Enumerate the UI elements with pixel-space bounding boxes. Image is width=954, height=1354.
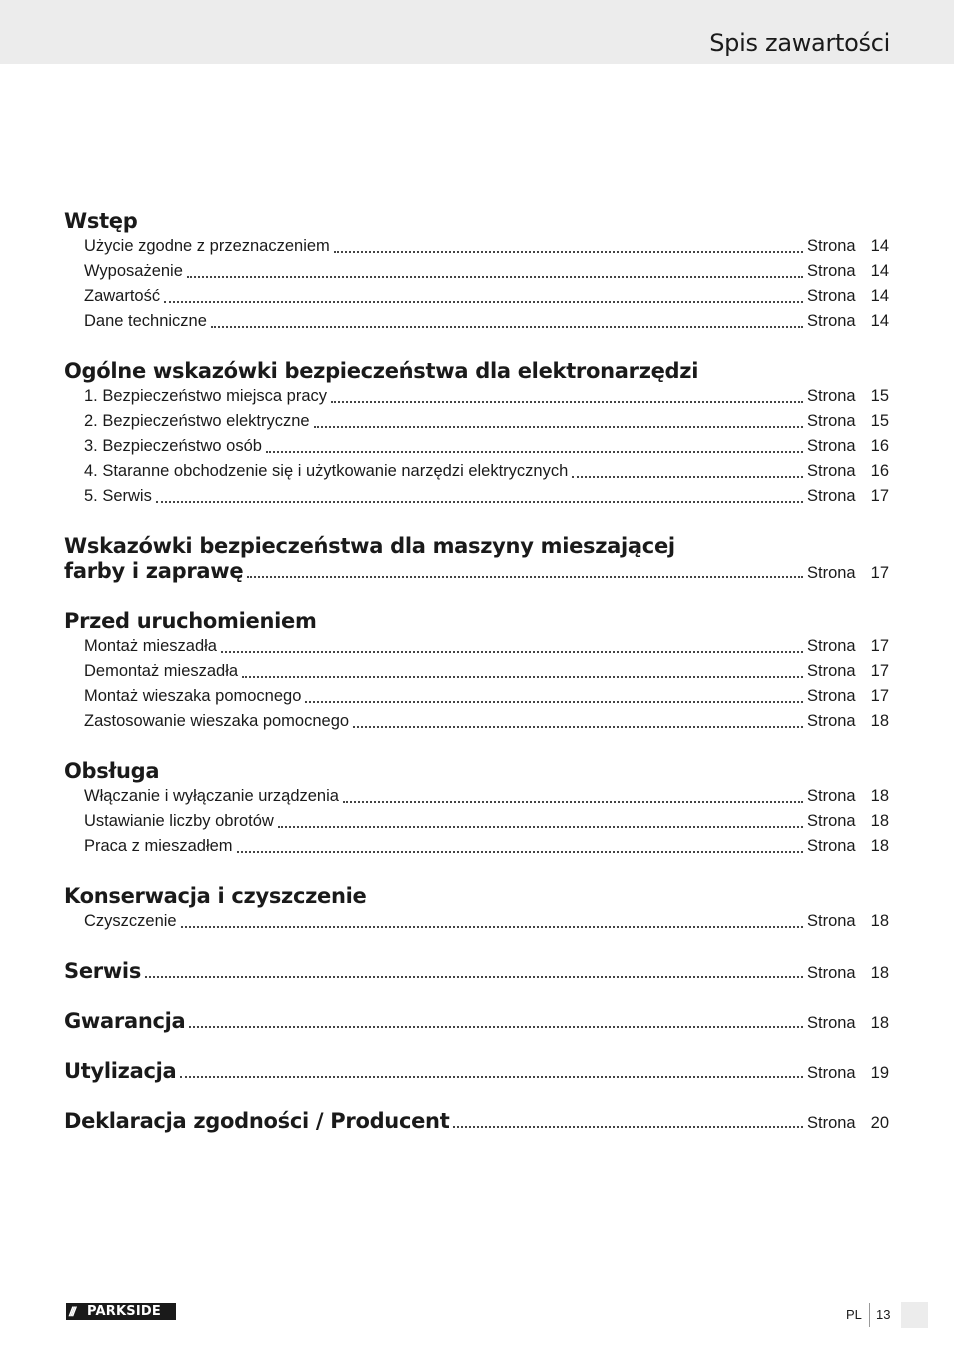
toc-entry[interactable] <box>64 284 889 309</box>
toc-section <box>64 209 889 334</box>
logo-brand: PARKSIDE <box>87 1304 161 1319</box>
dot-leader <box>145 976 803 978</box>
page-number: 15 <box>870 412 889 430</box>
dot-leader <box>572 476 803 478</box>
page-prefix: Strona <box>807 812 856 830</box>
entry-label: 4. Staranne obchodzenie się i użytkowanie narzędzi elektrycznych <box>84 462 569 480</box>
page-title: Spis zawartości <box>709 29 890 57</box>
toc-section <box>64 359 889 509</box>
table-of-contents <box>64 209 889 1159</box>
dot-leader <box>334 251 803 253</box>
toc-section <box>64 1059 889 1084</box>
toc-section <box>64 609 889 734</box>
page-prefix: Strona <box>807 312 856 330</box>
entry-label: Utylizacja <box>64 1059 177 1083</box>
footer-divider <box>869 1303 870 1327</box>
toc-heading-entry[interactable] <box>64 559 889 584</box>
page-number: 18 <box>870 812 889 830</box>
page-prefix: Strona <box>807 912 856 930</box>
dot-leader <box>237 851 803 853</box>
toc-entry[interactable] <box>64 659 889 684</box>
dot-leader <box>343 801 803 803</box>
entry-label: Wyposażenie <box>84 262 183 280</box>
page-number: 17 <box>870 687 889 705</box>
toc-entry[interactable] <box>64 259 889 284</box>
toc-heading-entry[interactable] <box>64 1059 889 1084</box>
dot-leader <box>156 501 803 503</box>
entry-label: Demontaż mieszadła <box>84 662 239 680</box>
entry-label: Serwis <box>64 959 142 983</box>
dot-leader <box>247 576 803 578</box>
page-number: 20 <box>870 1114 889 1132</box>
page-prefix: Strona <box>807 637 856 655</box>
dot-leader <box>331 401 803 403</box>
page-number: 19 <box>870 1064 889 1082</box>
entry-label: 1. Bezpieczeństwo miejsca pracy <box>84 387 328 405</box>
dot-leader <box>221 651 803 653</box>
page-number: 16 <box>870 462 889 480</box>
toc-entry[interactable] <box>64 309 889 334</box>
page-prefix: Strona <box>807 787 856 805</box>
page-prefix: Strona <box>807 412 856 430</box>
dot-leader <box>180 1076 803 1078</box>
page-prefix: Strona <box>807 1064 856 1082</box>
page-number: 15 <box>870 387 889 405</box>
toc-heading-entry[interactable] <box>64 1109 889 1134</box>
page-number: 18 <box>870 837 889 855</box>
page-prefix: Strona <box>807 687 856 705</box>
entry-label: Włączanie i wyłączanie urządzenia <box>84 787 339 805</box>
page-number: 14 <box>870 237 889 255</box>
toc-heading-entry[interactable] <box>64 959 889 984</box>
dot-leader <box>453 1126 803 1128</box>
dot-leader <box>314 426 803 428</box>
page-number: 17 <box>870 564 889 582</box>
page-prefix: Strona <box>807 662 856 680</box>
page-number: 14 <box>870 262 889 280</box>
toc-entry[interactable] <box>64 434 889 459</box>
section-heading: Wskazówki bezpieczeństwa dla maszyny mieszającej <box>64 534 675 558</box>
section-heading: Obsługa <box>64 759 160 783</box>
entry-label: farby i zaprawę <box>64 559 244 583</box>
page-number: 14 <box>870 312 889 330</box>
toc-section <box>64 959 889 984</box>
page-prefix: Strona <box>807 487 856 505</box>
dot-leader <box>242 676 803 678</box>
toc-heading-entry[interactable] <box>64 1009 889 1034</box>
entry-label: Zastosowanie wieszaka pomocnego <box>84 712 350 730</box>
page-number: 17 <box>870 637 889 655</box>
page-prefix: Strona <box>807 262 856 280</box>
page-number: 18 <box>870 712 889 730</box>
section-heading: Ogólne wskazówki bezpieczeństwa dla elektronarzędzi <box>64 359 699 383</box>
page-prefix: Strona <box>807 712 856 730</box>
toc-entry[interactable] <box>64 234 889 259</box>
page-number: 17 <box>870 662 889 680</box>
footer-tab-box <box>901 1302 928 1328</box>
dot-leader <box>164 301 803 303</box>
page-number: 18 <box>870 912 889 930</box>
dot-leader <box>353 726 803 728</box>
language-code: PL <box>846 1307 862 1322</box>
page-number: 18 <box>870 1014 889 1032</box>
dot-leader <box>187 276 803 278</box>
toc-section <box>64 759 889 859</box>
entry-label: Praca z mieszadłem <box>84 837 233 855</box>
page-number: 17 <box>870 487 889 505</box>
parkside-logo <box>66 1303 176 1320</box>
entry-label: Użycie zgodne z przeznaczeniem <box>84 237 330 255</box>
toc-entry[interactable] <box>64 484 889 509</box>
page-prefix: Strona <box>807 837 856 855</box>
entry-label: 3. Bezpieczeństwo osób <box>84 437 262 455</box>
toc-section <box>64 1109 889 1134</box>
toc-section <box>64 534 889 584</box>
toc-entry[interactable] <box>64 834 889 859</box>
toc-section <box>64 884 889 934</box>
page-number: 16 <box>870 437 889 455</box>
entry-label: 5. Serwis <box>84 487 152 505</box>
dot-leader <box>181 926 803 928</box>
dot-leader <box>211 326 803 328</box>
toc-entry[interactable] <box>64 909 889 934</box>
dot-leader <box>305 701 803 703</box>
entry-label: Ustawianie liczby obrotów <box>84 812 274 830</box>
toc-entry[interactable] <box>64 634 889 659</box>
page-prefix: Strona <box>807 437 856 455</box>
toc-entry[interactable] <box>64 684 889 709</box>
page-prefix: Strona <box>807 964 856 982</box>
entry-label: Deklaracja zgodności / Producent <box>64 1109 450 1133</box>
toc-section <box>64 1009 889 1034</box>
section-heading: Konserwacja i czyszczenie <box>64 884 367 908</box>
entry-label: Dane techniczne <box>84 312 207 330</box>
dot-leader <box>189 1026 803 1028</box>
toc-entry[interactable] <box>64 409 889 434</box>
page-number: 18 <box>870 787 889 805</box>
entry-label: 2. Bezpieczeństwo elektryczne <box>84 412 310 430</box>
page-number: 18 <box>870 964 889 982</box>
page-number-footer: 13 <box>876 1307 891 1322</box>
page-prefix: Strona <box>807 237 856 255</box>
entry-label: Czyszczenie <box>84 912 177 930</box>
toc-entry[interactable] <box>64 784 889 809</box>
entry-label: Montaż mieszadła <box>84 637 217 655</box>
page-prefix: Strona <box>807 462 856 480</box>
section-heading: Przed uruchomieniem <box>64 609 317 633</box>
entry-label: Montaż wieszaka pomocnego <box>84 687 302 705</box>
page-prefix: Strona <box>807 287 856 305</box>
entry-label: Zawartość <box>84 287 161 305</box>
dot-leader <box>266 451 803 453</box>
page-prefix: Strona <box>807 387 856 405</box>
page-prefix: Strona <box>807 1114 856 1132</box>
toc-entry[interactable] <box>64 809 889 834</box>
toc-entry[interactable] <box>64 709 889 734</box>
section-heading: Wstęp <box>64 209 138 233</box>
toc-entry[interactable] <box>64 459 889 484</box>
toc-entry[interactable] <box>64 384 889 409</box>
page-prefix: Strona <box>807 1014 856 1032</box>
page-prefix: Strona <box>807 564 856 582</box>
dot-leader <box>278 826 803 828</box>
logo-stripes: /// <box>69 1304 74 1319</box>
entry-label: Gwarancja <box>64 1009 186 1033</box>
page-number: 14 <box>870 287 889 305</box>
